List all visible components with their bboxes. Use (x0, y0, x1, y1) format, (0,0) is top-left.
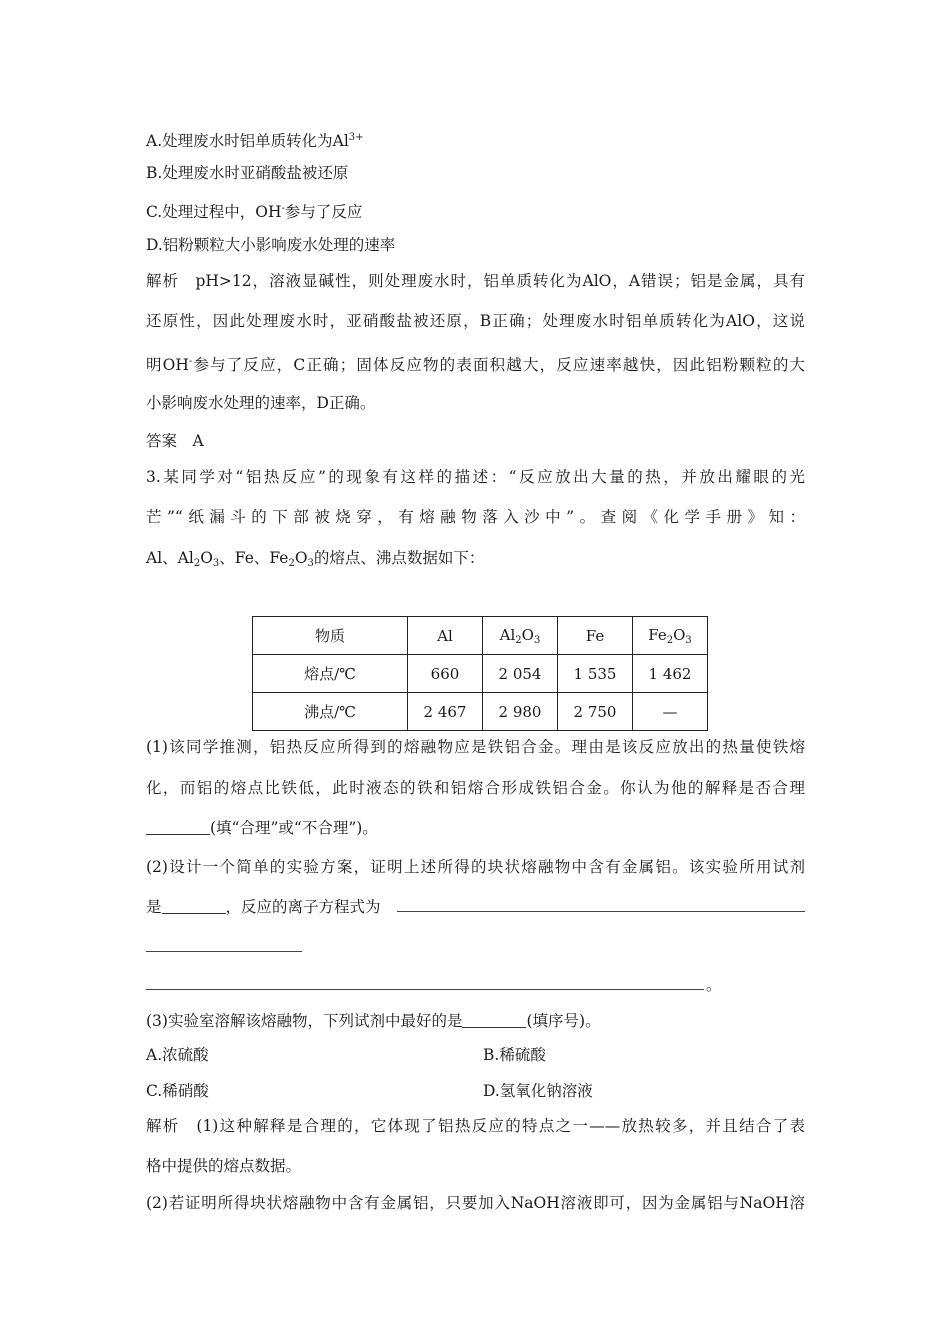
table-cell: 660 (408, 655, 483, 693)
question-intro: 芒”“纸漏斗的下部被烧穿，有熔融物落入沙中”。查阅《化学手册》知： (146, 508, 805, 526)
part3-line: (3)实验室溶解该熔融物，下列试剂中最好的是 (填序号)。 (146, 1012, 601, 1030)
part1-line: (填“合理”或“不合理”)。 (146, 818, 378, 838)
option-c: C.处理过程中，OH-参与了反应 (146, 203, 363, 221)
option-c: C.稀硝酸 (146, 1082, 209, 1100)
answer-blank[interactable] (162, 899, 226, 914)
answer-line[interactable] (146, 951, 302, 952)
part2-line: (2)设计一个简单的实验方案，证明上述所得的块状熔融物中含有金属铝。该实验所用试剂 (146, 858, 805, 876)
period: 。 (706, 976, 722, 994)
option-b: B.处理废水时亚硝酸盐被还原 (146, 164, 349, 182)
answer: 答案 A (146, 432, 204, 450)
data-table (252, 616, 708, 731)
analysis-line: 明OH-参与了反应，C正确；固体反应物的表面积越大，反应速率越快，因此铝粉颗粒的大 (146, 356, 805, 374)
question-intro: 3.某同学对“铝热反应”的现象有这样的描述：“反应放出大量的热，并放出耀眼的光 (146, 468, 805, 486)
table-cell: 沸点/℃ (253, 693, 408, 731)
analysis-line: 小影响废水处理的速率，D正确。 (146, 394, 376, 412)
question-intro: Al、$Al_2O_3$、Fe、$Fe_2O_3$的熔点、沸点数据如下： (146, 549, 485, 569)
analysis-line: 格中提供的熔点数据。 (146, 1157, 302, 1175)
table-row (253, 617, 708, 655)
analysis-line: 还原性，因此处理废水时，亚硝酸盐被还原，B正确；处理废水时铝单质转化为AlO，这说 (146, 312, 805, 330)
table-cell: $Fe_2O_3$ (633, 617, 708, 655)
part1-line: (1)该同学推测，铝热反应所得到的熔融物应是铁铝合金。理由是该反应放出的热量使铁熔 (146, 738, 805, 756)
table-cell: Fe (558, 617, 633, 655)
table-cell: 2 054 (483, 655, 558, 693)
option-a: A.浓硫酸 (146, 1046, 209, 1064)
answer-line[interactable] (397, 911, 805, 912)
option-d: D.铝粉颗粒大小影响废水处理的速率 (146, 236, 396, 254)
option-a: A.处理废水时铝单质转化为$Al^{3+}$ (146, 132, 364, 150)
table-cell: Al (408, 617, 483, 655)
answer-blank[interactable] (146, 820, 210, 835)
analysis-line: 解析 (1)这种解释是合理的，它体现了铝热反应的特点之一——放热较多，并且结合了表 (146, 1117, 805, 1135)
table-row (253, 693, 708, 731)
table-cell: 物质 (253, 617, 408, 655)
table-cell: 2 750 (558, 693, 633, 731)
part1-line: 化，而铝的熔点比铁低，此时液态的铁和铝熔合形成铁铝合金。你认为他的解释是否合理 (146, 779, 805, 797)
table-cell: 1 462 (633, 655, 708, 693)
answer-blank[interactable] (462, 1013, 526, 1028)
table-cell: 熔点/℃ (253, 655, 408, 693)
table-cell: $Al_2O_3$ (483, 617, 558, 655)
table-cell: 2 467 (408, 693, 483, 731)
table-cell: — (633, 693, 708, 731)
analysis-line: (2)若证明所得块状熔融物中含有金属铝，只要加入NaOH溶液即可，因为金属铝与NaOH溶 (146, 1194, 805, 1212)
analysis-line: 解析 pH>12，溶液显碱性，则处理废水时，铝单质转化为AlO，A错误；铝是金属，具有 (146, 272, 805, 290)
part2-line: 是 ，反应的离子方程式为 (146, 898, 381, 916)
table-cell: 1 535 (558, 655, 633, 693)
option-d: D.氢氧化钠溶液 (483, 1082, 593, 1100)
option-b: B.稀硫酸 (483, 1046, 546, 1064)
table-cell: 2 980 (483, 693, 558, 731)
answer-line[interactable] (146, 989, 704, 990)
table-row (253, 655, 708, 693)
